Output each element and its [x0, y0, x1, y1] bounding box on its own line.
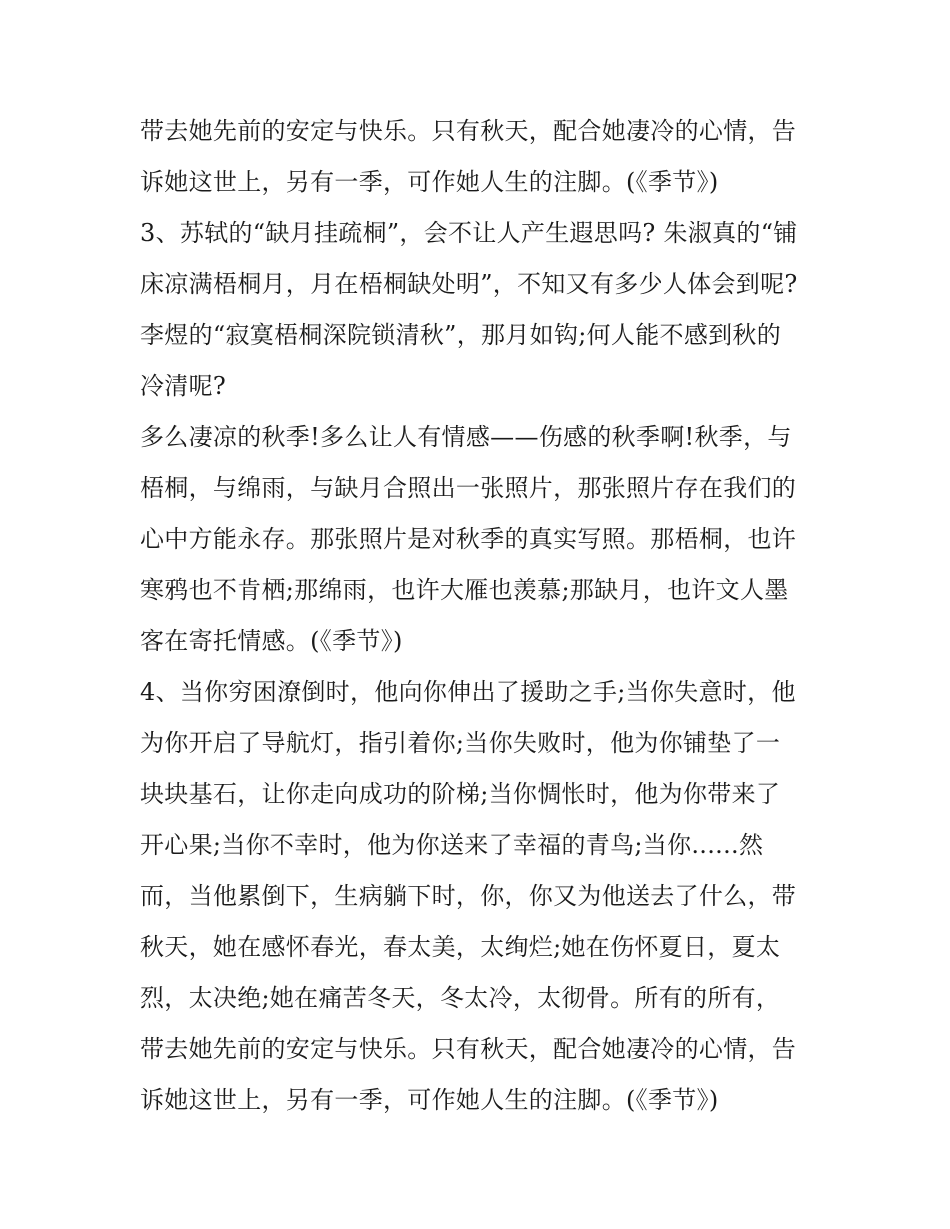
text-line: 诉她这世上，另有一季，可作她人生的注脚。(《季节》)	[140, 168, 719, 196]
text-line: 多么凄凉的秋季!多么让人有情感——伤感的秋季啊!秋季，与	[140, 423, 792, 451]
text-line: 而，当他累倒下，生病躺下时，你，你又为他送去了什么，带	[140, 882, 797, 910]
text-line: 李煜的“寂寞梧桐深院锁清秋”，那月如钩;何人能不感到秋的	[140, 321, 782, 349]
text-line: 客在寄托情感。(《季节》)	[140, 627, 403, 655]
text-line: 心中方能永存。那张照片是对秋季的真实写照。那梧桐，也许	[140, 525, 797, 553]
text-line: 3、苏轼的“缺月挂疏桐”，会不让人产生遐思吗? 朱淑真的“铺	[140, 219, 798, 247]
text-line: 诉她这世上，另有一季，可作她人生的注脚。(《季节》)	[140, 1086, 719, 1114]
text-line: 梧桐，与绵雨，与缺月合照出一张照片，那张照片存在我们的	[140, 474, 797, 502]
document-body	[140, 106, 820, 1126]
text-line: 开心果;当你不幸时，他为你送来了幸福的青鸟;当你......然	[140, 831, 764, 859]
text-line: 4、当你穷困潦倒时，他向你伸出了援助之手;当你失意时，他	[140, 678, 796, 706]
text-line: 床凉满梧桐月，月在梧桐缺处明”，不知又有多少人体会到呢?	[140, 270, 798, 298]
text-line: 冷清呢?	[140, 372, 227, 400]
text-line: 带去她先前的安定与快乐。只有秋天，配合她凄冷的心情，告	[140, 117, 797, 145]
text-line: 寒鸦也不肯栖;那绵雨，也许大雁也羡慕;那缺月，也许文人墨	[140, 576, 789, 604]
text-line: 烈，太决绝;她在痛苦冬天，冬太冷，太彻骨。所有的所有，	[140, 984, 781, 1012]
text-line: 带去她先前的安定与快乐。只有秋天，配合她凄冷的心情，告	[140, 1035, 797, 1063]
text-line: 块块基石，让你走向成功的阶梯;当你惆怅时，他为你带来了	[140, 780, 781, 808]
text-line: 秋天，她在感怀春光，春太美，太绚烂;她在伤怀夏日，夏太	[140, 933, 781, 961]
text-line: 为你开启了导航灯，指引着你;当你失败时，他为你铺垫了一	[140, 729, 781, 757]
